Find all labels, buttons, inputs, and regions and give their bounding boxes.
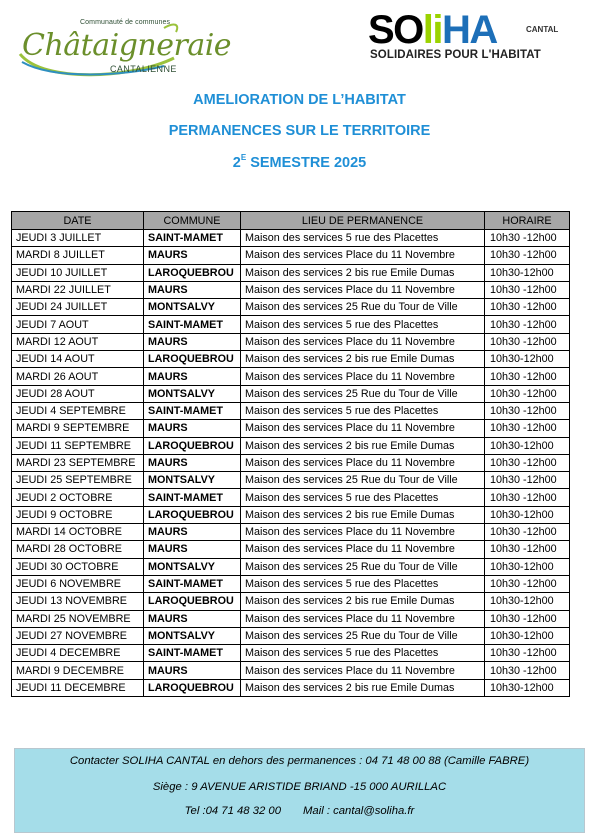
- cell-lieu: Maison des services 25 Rue du Tour de Ville: [241, 299, 485, 316]
- cell-lieu: Maison des services 25 Rue du Tour de Ville: [241, 472, 485, 489]
- cell-lieu: Maison des services 2 bis rue Emile Dumas: [241, 679, 485, 696]
- cell-date: JEUDI 2 OCTOBRE: [12, 489, 144, 506]
- cell-commune: LAROQUEBROU: [144, 679, 241, 696]
- tel-mail-line: [15, 805, 584, 817]
- cell-lieu: Maison des services 5 rue des Placettes: [241, 402, 485, 419]
- cell-commune: SAINT-MAMET: [144, 316, 241, 333]
- semester-number: 2: [232, 155, 241, 171]
- cell-commune: MAURS: [144, 281, 241, 298]
- cell-lieu: Maison des services Place du 11 Novembre: [241, 524, 485, 541]
- tel-text: Tel :04 71 48 32 00: [184, 805, 281, 817]
- table-row: [12, 454, 570, 471]
- cell-lieu: Maison des services 2 bis rue Emile Dumas: [241, 351, 485, 368]
- table-header-row: [12, 212, 570, 230]
- cell-lieu: Maison des services Place du 11 Novembre: [241, 662, 485, 679]
- cell-hours: 10h30 -12h00: [485, 402, 570, 419]
- cell-commune: MAURS: [144, 610, 241, 627]
- soliha-region: CANTAL: [526, 25, 559, 34]
- cell-lieu: Maison des services 25 Rue du Tour de Ville: [241, 385, 485, 402]
- cell-date: JEUDI 28 AOUT: [12, 385, 144, 402]
- cell-commune: MONTSALVY: [144, 627, 241, 644]
- table-row: [12, 316, 570, 333]
- cell-date: JEUDI 9 OCTOBRE: [12, 506, 144, 523]
- cell-commune: LAROQUEBROU: [144, 351, 241, 368]
- cell-lieu: Maison des services Place du 11 Novembre: [241, 247, 485, 264]
- soliha-tagline: SOLIDAIRES POUR L'HABITAT: [370, 49, 541, 61]
- logo-name: Châtaigneraie: [22, 28, 232, 63]
- cell-date: JEUDI 4 SEPTEMBRE: [12, 402, 144, 419]
- cell-hours: 10h30 -12h00: [485, 645, 570, 662]
- table-row: [12, 627, 570, 644]
- contact-line: Contacter SOLIHA CANTAL en dehors des permanences : 04 71 48 00 88 (Camille FABRE): [69, 755, 530, 767]
- cell-commune: SAINT-MAMET: [144, 645, 241, 662]
- table-row: [12, 385, 570, 402]
- table-row: [12, 610, 570, 627]
- cell-hours: 10h30 -12h00: [485, 299, 570, 316]
- cell-date: MARDI 9 DECEMBRE: [12, 662, 144, 679]
- cell-date: MARDI 8 JUILLET: [12, 247, 144, 264]
- cell-lieu: Maison des services 25 Rue du Tour de Ville: [241, 627, 485, 644]
- cell-hours: 10h30 -12h00: [485, 454, 570, 471]
- cell-hours: 10h30-12h00: [485, 679, 570, 696]
- cell-hours: 10h30-12h00: [485, 593, 570, 610]
- cell-hours: 10h30 -12h00: [485, 333, 570, 350]
- title-line-3: [0, 155, 599, 171]
- header-lieu: LIEU DE PERMANENCE: [241, 212, 485, 230]
- cell-commune: MAURS: [144, 524, 241, 541]
- cell-commune: LAROQUEBROU: [144, 506, 241, 523]
- cell-hours: 10h30 -12h00: [485, 385, 570, 402]
- cell-hours: 10h30 -12h00: [485, 230, 570, 247]
- cell-commune: MAURS: [144, 333, 241, 350]
- cell-commune: MONTSALVY: [144, 558, 241, 575]
- cell-date: JEUDI 27 NOVEMBRE: [12, 627, 144, 644]
- cell-date: JEUDI 13 NOVEMBRE: [12, 593, 144, 610]
- cell-hours: 10h30-12h00: [485, 264, 570, 281]
- cell-date: MARDI 14 OCTOBRE: [12, 524, 144, 541]
- table-row: [12, 575, 570, 592]
- cell-hours: 10h30 -12h00: [485, 489, 570, 506]
- cell-date: MARDI 12 AOUT: [12, 333, 144, 350]
- cell-hours: 10h30 -12h00: [485, 316, 570, 333]
- cell-lieu: Maison des services 2 bis rue Emile Dumas: [241, 506, 485, 523]
- cell-lieu: Maison des services 2 bis rue Emile Dumas: [241, 437, 485, 454]
- cell-lieu: Maison des services Place du 11 Novembre: [241, 281, 485, 298]
- cell-lieu: Maison des services 5 rue des Placettes: [241, 645, 485, 662]
- cell-hours: 10h30 -12h00: [485, 247, 570, 264]
- cell-date: JEUDI 24 JUILLET: [12, 299, 144, 316]
- cell-hours: 10h30 -12h00: [485, 524, 570, 541]
- table-row: [12, 333, 570, 350]
- table-row: [12, 437, 570, 454]
- cell-date: MARDI 25 NOVEMBRE: [12, 610, 144, 627]
- table-row: [12, 489, 570, 506]
- table-row: [12, 351, 570, 368]
- table-row: [12, 593, 570, 610]
- cell-date: JEUDI 30 OCTOBRE: [12, 558, 144, 575]
- cell-date: JEUDI 3 JUILLET: [12, 230, 144, 247]
- cell-hours: 10h30 -12h00: [485, 472, 570, 489]
- soliha-brand: [368, 8, 497, 53]
- address-line: Siège : 9 AVENUE ARISTIDE BRIAND -15 000 AURILLAC: [152, 781, 447, 793]
- table-row: [12, 420, 570, 437]
- cell-commune: MAURS: [144, 454, 241, 471]
- table-row: [12, 662, 570, 679]
- cell-commune: LAROQUEBROU: [144, 437, 241, 454]
- table-row: [12, 281, 570, 298]
- cell-date: JEUDI 6 NOVEMBRE: [12, 575, 144, 592]
- table-row: [12, 524, 570, 541]
- table-row: [12, 247, 570, 264]
- cell-date: JEUDI 7 AOUT: [12, 316, 144, 333]
- brand-ha: HA: [442, 8, 497, 52]
- cell-date: JEUDI 11 DECEMBRE: [12, 679, 144, 696]
- cell-commune: SAINT-MAMET: [144, 230, 241, 247]
- table-row: [12, 299, 570, 316]
- cell-date: JEUDI 11 SEPTEMBRE: [12, 437, 144, 454]
- cell-hours: 10h30-12h00: [485, 627, 570, 644]
- cell-hours: 10h30 -12h00: [485, 420, 570, 437]
- cell-commune: MAURS: [144, 247, 241, 264]
- cell-hours: 10h30-12h00: [485, 506, 570, 523]
- cell-date: MARDI 9 SEPTEMBRE: [12, 420, 144, 437]
- mail-text: Mail : cantal@soliha.fr: [303, 805, 415, 817]
- cell-date: MARDI 28 OCTOBRE: [12, 541, 144, 558]
- table-body: [12, 230, 570, 697]
- cell-lieu: Maison des services Place du 11 Novembre: [241, 420, 485, 437]
- cell-commune: SAINT-MAMET: [144, 575, 241, 592]
- table-row: [12, 541, 570, 558]
- cell-lieu: Maison des services 5 rue des Placettes: [241, 575, 485, 592]
- cell-lieu: Maison des services 5 rue des Placettes: [241, 230, 485, 247]
- cell-hours: 10h30-12h00: [485, 437, 570, 454]
- cell-commune: MAURS: [144, 368, 241, 385]
- cell-lieu: Maison des services Place du 11 Novembre: [241, 541, 485, 558]
- cell-hours: 10h30-12h00: [485, 351, 570, 368]
- table-row: [12, 230, 570, 247]
- cell-commune: LAROQUEBROU: [144, 264, 241, 281]
- cell-hours: 10h30 -12h00: [485, 541, 570, 558]
- cell-commune: MAURS: [144, 662, 241, 679]
- cell-commune: MAURS: [144, 541, 241, 558]
- cell-hours: 10h30 -12h00: [485, 575, 570, 592]
- header-horaire: HORAIRE: [485, 212, 570, 230]
- cell-commune: MONTSALVY: [144, 472, 241, 489]
- contact-box: [14, 748, 585, 833]
- cell-lieu: Maison des services 5 rue des Placettes: [241, 316, 485, 333]
- logo-subtitle: CANTALIENNE: [110, 64, 177, 74]
- table-row: [12, 506, 570, 523]
- cell-commune: LAROQUEBROU: [144, 593, 241, 610]
- cell-hours: 10h30-12h00: [485, 558, 570, 575]
- schedule-table: [11, 211, 570, 697]
- table-row: [12, 679, 570, 696]
- header-date: DATE: [12, 212, 144, 230]
- cell-lieu: Maison des services Place du 11 Novembre: [241, 368, 485, 385]
- table-row: [12, 264, 570, 281]
- cell-date: JEUDI 25 SEPTEMBRE: [12, 472, 144, 489]
- schedule-table-wrapper: [11, 211, 569, 697]
- cell-lieu: Maison des services Place du 11 Novembre: [241, 333, 485, 350]
- cell-lieu: Maison des services 25 Rue du Tour de Ville: [241, 558, 485, 575]
- table-row: [12, 472, 570, 489]
- brand-li: li: [422, 8, 443, 52]
- semester-superscript: E: [240, 153, 247, 162]
- cell-lieu: Maison des services Place du 11 Novembre: [241, 454, 485, 471]
- cell-lieu: Maison des services Place du 11 Novembre: [241, 610, 485, 627]
- logo-top-text: Communauté de communes: [80, 19, 171, 26]
- soliha-logo: [368, 8, 568, 72]
- title-line-1: AMELIORATION DE L’HABITAT: [193, 92, 406, 108]
- cell-date: JEUDI 14 AOUT: [12, 351, 144, 368]
- cell-date: MARDI 23 SEPTEMBRE: [12, 454, 144, 471]
- cell-commune: MONTSALVY: [144, 299, 241, 316]
- cell-lieu: Maison des services 2 bis rue Emile Dumas: [241, 593, 485, 610]
- cell-commune: SAINT-MAMET: [144, 489, 241, 506]
- cell-lieu: Maison des services 5 rue des Placettes: [241, 489, 485, 506]
- cell-hours: 10h30 -12h00: [485, 368, 570, 385]
- table-row: [12, 402, 570, 419]
- table-row: [12, 368, 570, 385]
- chataigneraie-logo: [14, 14, 232, 80]
- cell-lieu: Maison des services 2 bis rue Emile Dumas: [241, 264, 485, 281]
- cell-commune: MAURS: [144, 420, 241, 437]
- cell-hours: 10h30 -12h00: [485, 610, 570, 627]
- cell-hours: 10h30 -12h00: [485, 281, 570, 298]
- table-row: [12, 558, 570, 575]
- table-row: [12, 645, 570, 662]
- title-line-2: PERMANENCES SUR LE TERRITOIRE: [168, 123, 431, 139]
- cell-hours: 10h30 -12h00: [485, 662, 570, 679]
- cell-date: MARDI 22 JUILLET: [12, 281, 144, 298]
- cell-commune: MONTSALVY: [144, 385, 241, 402]
- cell-commune: SAINT-MAMET: [144, 402, 241, 419]
- semester-rest: SEMESTRE 2025: [246, 155, 367, 171]
- cell-date: JEUDI 4 DECEMBRE: [12, 645, 144, 662]
- brand-so: SO: [368, 8, 423, 52]
- cell-date: JEUDI 10 JUILLET: [12, 264, 144, 281]
- header-commune: COMMUNE: [144, 212, 241, 230]
- cell-date: MARDI 26 AOUT: [12, 368, 144, 385]
